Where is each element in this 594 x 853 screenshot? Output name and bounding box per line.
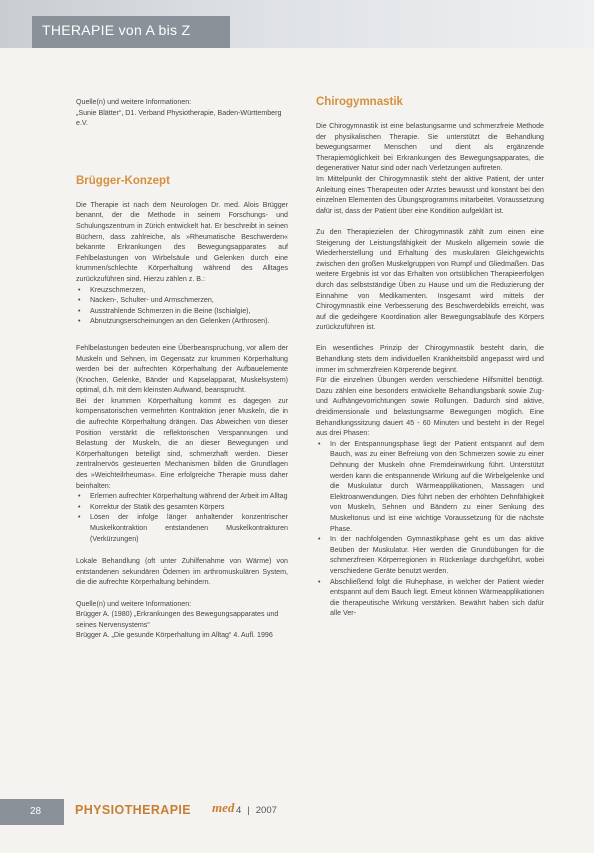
list-item: • Lösen der infolge länger anhaltender konzentrischer Muskelkontraktion entstandenen Muskelkontrakturen (Verkürzungen) [76, 512, 288, 544]
left-column [76, 97, 288, 641]
bullet-list [76, 285, 288, 327]
list-item: • Abschließend folgt die Ruhephase, in welcher der Patient wieder entspannt auf dem Bauch liegt. Erneut können Wärmeapplikationen die therapeutische Wirkung verstärken. Bewährt haben sich dafür alle Ver- [316, 577, 544, 619]
list-item: • Korrektur der Statik des gesamten Körpers [76, 502, 288, 513]
paragraph: Lokale Behandlung (oft unter Zuhilfenahme von Wärme) von entstandenen sekundären Ödemen im arthromuskulären System, die die aufrechte Körperhaltung behindern. [76, 557, 288, 587]
issue-year: 2007 [255, 805, 277, 816]
list-item: • In der Entspannungsphase liegt der Patient entspannt auf dem Bauch, was zu einer Befreiung von den Schmerzen sowie zu einer Dehnung der Muskeln ohne Fremdeinwirkung führt. Unterstützt werden kann die entspannende Wirkung auf die Wirbelgelenke und die Muskulatur durch Wärmeapplikationen, Massagen und Elektroanwendungen. Dies führt neben der erhöhten Dehnfähigkeit von Muskeln, Sehnen und Bändern zu einer Senkung des Muskeltonus und ist eine wichtige Voraussetzung für die nächste Phase. [316, 439, 544, 534]
list-item: • Nacken-, Schulter- und Armschmerzen, [76, 295, 288, 306]
section-title: THERAPIE von A bis Z [32, 16, 230, 48]
page-footer [0, 799, 594, 825]
page-header [0, 0, 594, 48]
list-item: • Ausstrahlende Schmerzen in die Beine (Ischialgie), [76, 306, 288, 317]
heading-chirogymnastik: Chirogymnastik [316, 96, 403, 108]
magazine-logo-med: med [212, 800, 235, 815]
source-block-top [76, 97, 288, 129]
paragraph: Ein wesentliches Prinzip der Chirogymnastik besteht darin, die Behandlung stets dem individuellen Krankheitsbild angepasst wird und immer im schmerzfreien Körperende beginnt. [316, 344, 544, 374]
list-item: • Abnutzungserscheinungen an den Gelenken (Arthrosen). [76, 316, 288, 327]
paragraph: Zu den Therapiezielen der Chirogymnastik zählt zum einen eine Steigerung der Leistungsfähigkeit der Muskeln allgemein sowie die Wiederherstellung und Erhaltung des muskulären Gleichgewichts zwischen den großen Muskelgruppen von Rumpf und Gliedmaßen. Das weitere Ergebnis ist vor das Erhalten von ortsüblichen Therapieerfolgen durch das selbstständige Üben zu Hause und um die Reduzierung der Einnahme von Medikamenten. Insgesamt wird mittels der Chirogymnastik eine Verbesserung des Beschwerdebilds erreicht, was auf die gedeihgere Koordination aller Bewegungsabläufe des Körpers zurückzuführen ist. [316, 227, 544, 332]
right-column [316, 95, 544, 619]
paragraph: Bei der krummen Körperhaltung kommt es dagegen zur kompensatorischen vermehrten Kontraktion jener Muskeln, die in die aufrechte Körperhaltung drängen. Das Abweichen von dieser Position verstärkt die reflektorischen Verspannungen und Belastung der Muskeln, die an dieser Bewegungen und Körperhaltungen beteiligt sind, schmerzhaft werden. Dieser zentralnervös gesteuerten Mechanismen bilden die Grundlagen des »Weichteilrheumas«. Eine erfolgreiche Therapie muss daher beinhalten: [76, 396, 288, 490]
list-item: • Erlernen aufrechter Körperhaltung während der Arbeit im Alltag [76, 491, 288, 502]
bullet-list [316, 439, 544, 619]
paragraph: Die Chirogymnastik ist eine belastungsarme und schmerzfreie Methode der physikalischen Therapie. Sie unterstützt die Behandlung bewegungsarmer Menschen und dient als ergänzende Therapiemöglichkeit bei Erkrankungen des Bewegungsapparates, die degenerativer Natur sind oder nach Verletzungen auftreten. [316, 122, 544, 173]
issue-number: 4 [236, 805, 242, 816]
issue-separator: | [247, 805, 250, 816]
source-heading: Quelle(n) und weitere Informationen: [76, 98, 192, 106]
page-number: 28 [0, 799, 64, 825]
source-heading: Quelle(n) und weitere Informationen: [76, 599, 192, 608]
source-line: Brügger A. „Die gesunde Körperhaltung im Alltag“ 4. Aufl. 1996 [76, 631, 273, 640]
paragraph: Im Mittelpunkt der Chirogymnastik steht der aktive Patient, der unter Anleitung eines Therapeuten oder Arztes bewusst und konstant bei den einzelnen Elementen des Übungsprogramms mitarbeitet. Voraussetzung dafür ist, dass der Patient über eine Kondition aufgeklärt ist. [316, 174, 544, 215]
paragraph: Die Therapie ist nach dem Neurologen Dr. med. Alois Brügger benannt, der die Methode in seinem Forschungs- und Schulungszentrum in Zürich entwickelt hat. Er beschreibt in seinen Büchern, dass zahlreiche, als »Rheumatische Beschwerden« bekannte Erkrankungen des Bewegungsapparates auf Fehlbelastungen von Wirbelsäule und Gelenken durch eine krummen/schlechte Körperhaltung während des Alltages zurückzuführen sind. Hierzu zählen z. B.: [76, 200, 288, 283]
source-line: „Sunie Blätter“, D1. Verband Physiotherapie, Baden-Württemberg e.V. [76, 108, 282, 128]
bullet-list [76, 491, 288, 544]
heading-bruegger: Brügger-Konzept [76, 174, 170, 187]
source-line: Brügger A. (1980) „Erkrankungen des Bewegungsapparates und seines Nervensystems“ [76, 610, 279, 629]
list-item: • In der nachfolgenden Gymnastikphase geht es um das aktive Beüben der Muskulatur. Hier werden die Grundübungen für die schmerzfreien Körperregionen in Rückenlage durchgeführt, wobei verschiedene Geräte benutzt werden. [316, 534, 544, 576]
source-block-bottom [76, 599, 288, 641]
list-item: • Kreuzschmerzen, [76, 285, 288, 296]
magazine-title: PHYSIOTHERAPIE [75, 803, 192, 817]
paragraph: Fehlbelastungen bedeuten eine Überbeanspruchung, vor allem der Muskeln und Sehnen, im Gegensatz zur krummen Körperhaltung werden bei der aufrechten Körperhaltung der Aufbauelemente (Knochen, Gelenke, Bänder und Kapselapparat, Muskelsystem) optimal, d.h. mit dem kleinsten Aufwand, beansprucht. [76, 343, 288, 395]
issue-info [236, 805, 283, 816]
paragraph: Für die einzelnen Übungen werden verschiedene Hilfsmittel benötigt. Dazu zählen eine besonders entwickelte Behandlungsbank sowie Zug- und Aufhängevorrichtungen sowie Rollungen. Dadurch sind aktive, dreidimensionale und belastungsarme Bewegungen möglich. Eine Behandlungssitzung dauert 45 - 60 Minuten und besteht in der Regel aus drei Phasen: [316, 376, 544, 438]
